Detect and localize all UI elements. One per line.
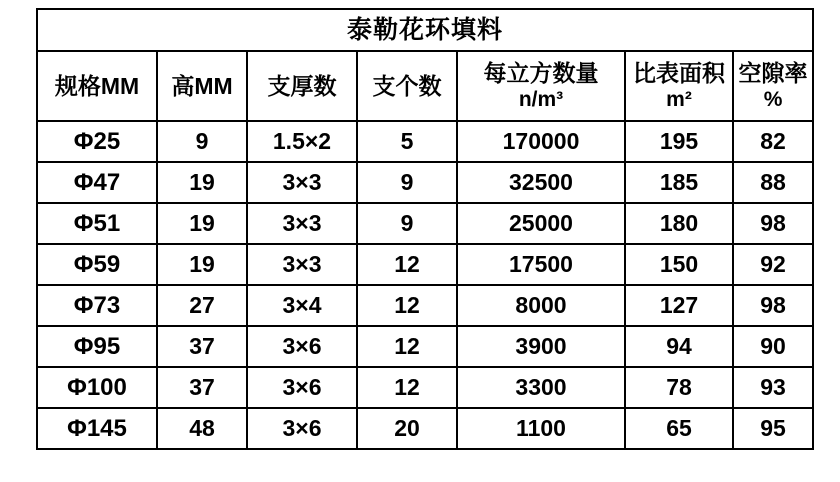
cell-count: 20 <box>357 408 457 449</box>
cell-void-ratio: 98 <box>733 285 813 326</box>
column-header-height-label: 高MM <box>171 72 233 99</box>
column-header-surface-area <box>625 51 733 121</box>
cell-spec: Φ47 <box>37 162 157 203</box>
cell-height: 19 <box>157 244 247 285</box>
cell-spec: Φ100 <box>37 367 157 408</box>
table-row <box>37 326 813 367</box>
cell-per-cubic: 8000 <box>457 285 625 326</box>
table-row <box>37 367 813 408</box>
table-row <box>37 162 813 203</box>
cell-surface-area: 94 <box>625 326 733 367</box>
column-header-per-cubic-label: 每立方数量 <box>483 59 599 86</box>
cell-spec: Φ73 <box>37 285 157 326</box>
column-header-thickness <box>247 51 357 121</box>
cell-void-ratio: 95 <box>733 408 813 449</box>
cell-thickness: 3×6 <box>247 326 357 367</box>
cell-void-ratio: 82 <box>733 121 813 162</box>
cell-surface-area: 65 <box>625 408 733 449</box>
column-header-count <box>357 51 457 121</box>
cell-per-cubic: 17500 <box>457 244 625 285</box>
cell-height: 37 <box>157 367 247 408</box>
cell-surface-area: 78 <box>625 367 733 408</box>
cell-spec: Φ95 <box>37 326 157 367</box>
table-header-row <box>37 51 813 121</box>
cell-thickness: 3×3 <box>247 162 357 203</box>
cell-spec: Φ51 <box>37 203 157 244</box>
column-header-void-ratio-unit: % <box>763 88 783 112</box>
cell-per-cubic: 1100 <box>457 408 625 449</box>
cell-per-cubic: 3900 <box>457 326 625 367</box>
column-header-count-label: 支个数 <box>372 72 442 99</box>
table-row <box>37 203 813 244</box>
cell-thickness: 3×6 <box>247 367 357 408</box>
cell-thickness: 3×4 <box>247 285 357 326</box>
column-header-surface-area-unit: m² <box>666 88 692 112</box>
cell-void-ratio: 93 <box>733 367 813 408</box>
column-header-spec-label: 规格MM <box>54 72 140 99</box>
column-header-per-cubic-unit: n/m³ <box>518 88 564 112</box>
spec-table-container <box>36 8 808 450</box>
cell-height: 48 <box>157 408 247 449</box>
column-header-thickness-label: 支厚数 <box>267 72 337 99</box>
column-header-void-ratio <box>733 51 813 121</box>
cell-count: 12 <box>357 244 457 285</box>
cell-count: 12 <box>357 326 457 367</box>
table-row <box>37 285 813 326</box>
cell-thickness: 3×3 <box>247 244 357 285</box>
cell-thickness: 3×3 <box>247 203 357 244</box>
cell-void-ratio: 88 <box>733 162 813 203</box>
cell-per-cubic: 3300 <box>457 367 625 408</box>
cell-count: 5 <box>357 121 457 162</box>
table-title-row <box>37 9 813 51</box>
cell-surface-area: 180 <box>625 203 733 244</box>
cell-count: 12 <box>357 285 457 326</box>
cell-void-ratio: 90 <box>733 326 813 367</box>
column-header-spec <box>37 51 157 121</box>
cell-height: 27 <box>157 285 247 326</box>
cell-per-cubic: 170000 <box>457 121 625 162</box>
column-header-per-cubic <box>457 51 625 121</box>
cell-spec: Φ59 <box>37 244 157 285</box>
cell-spec: Φ145 <box>37 408 157 449</box>
cell-thickness: 1.5×2 <box>247 121 357 162</box>
column-header-surface-area-label: 比表面积 <box>633 59 725 86</box>
table-row <box>37 121 813 162</box>
column-header-void-ratio-label: 空隙率 <box>738 59 808 86</box>
cell-surface-area: 127 <box>625 285 733 326</box>
cell-thickness: 3×6 <box>247 408 357 449</box>
table-row <box>37 244 813 285</box>
cell-height: 19 <box>157 162 247 203</box>
cell-count: 9 <box>357 162 457 203</box>
cell-count: 12 <box>357 367 457 408</box>
cell-height: 19 <box>157 203 247 244</box>
cell-surface-area: 150 <box>625 244 733 285</box>
cell-spec: Φ25 <box>37 121 157 162</box>
cell-per-cubic: 32500 <box>457 162 625 203</box>
cell-void-ratio: 98 <box>733 203 813 244</box>
table-row <box>37 408 813 449</box>
cell-surface-area: 185 <box>625 162 733 203</box>
cell-void-ratio: 92 <box>733 244 813 285</box>
table-title: 泰勒花环填料 <box>37 9 813 51</box>
cell-height: 9 <box>157 121 247 162</box>
cell-height: 37 <box>157 326 247 367</box>
packing-spec-table <box>36 8 814 450</box>
column-header-height <box>157 51 247 121</box>
cell-surface-area: 195 <box>625 121 733 162</box>
cell-count: 9 <box>357 203 457 244</box>
cell-per-cubic: 25000 <box>457 203 625 244</box>
